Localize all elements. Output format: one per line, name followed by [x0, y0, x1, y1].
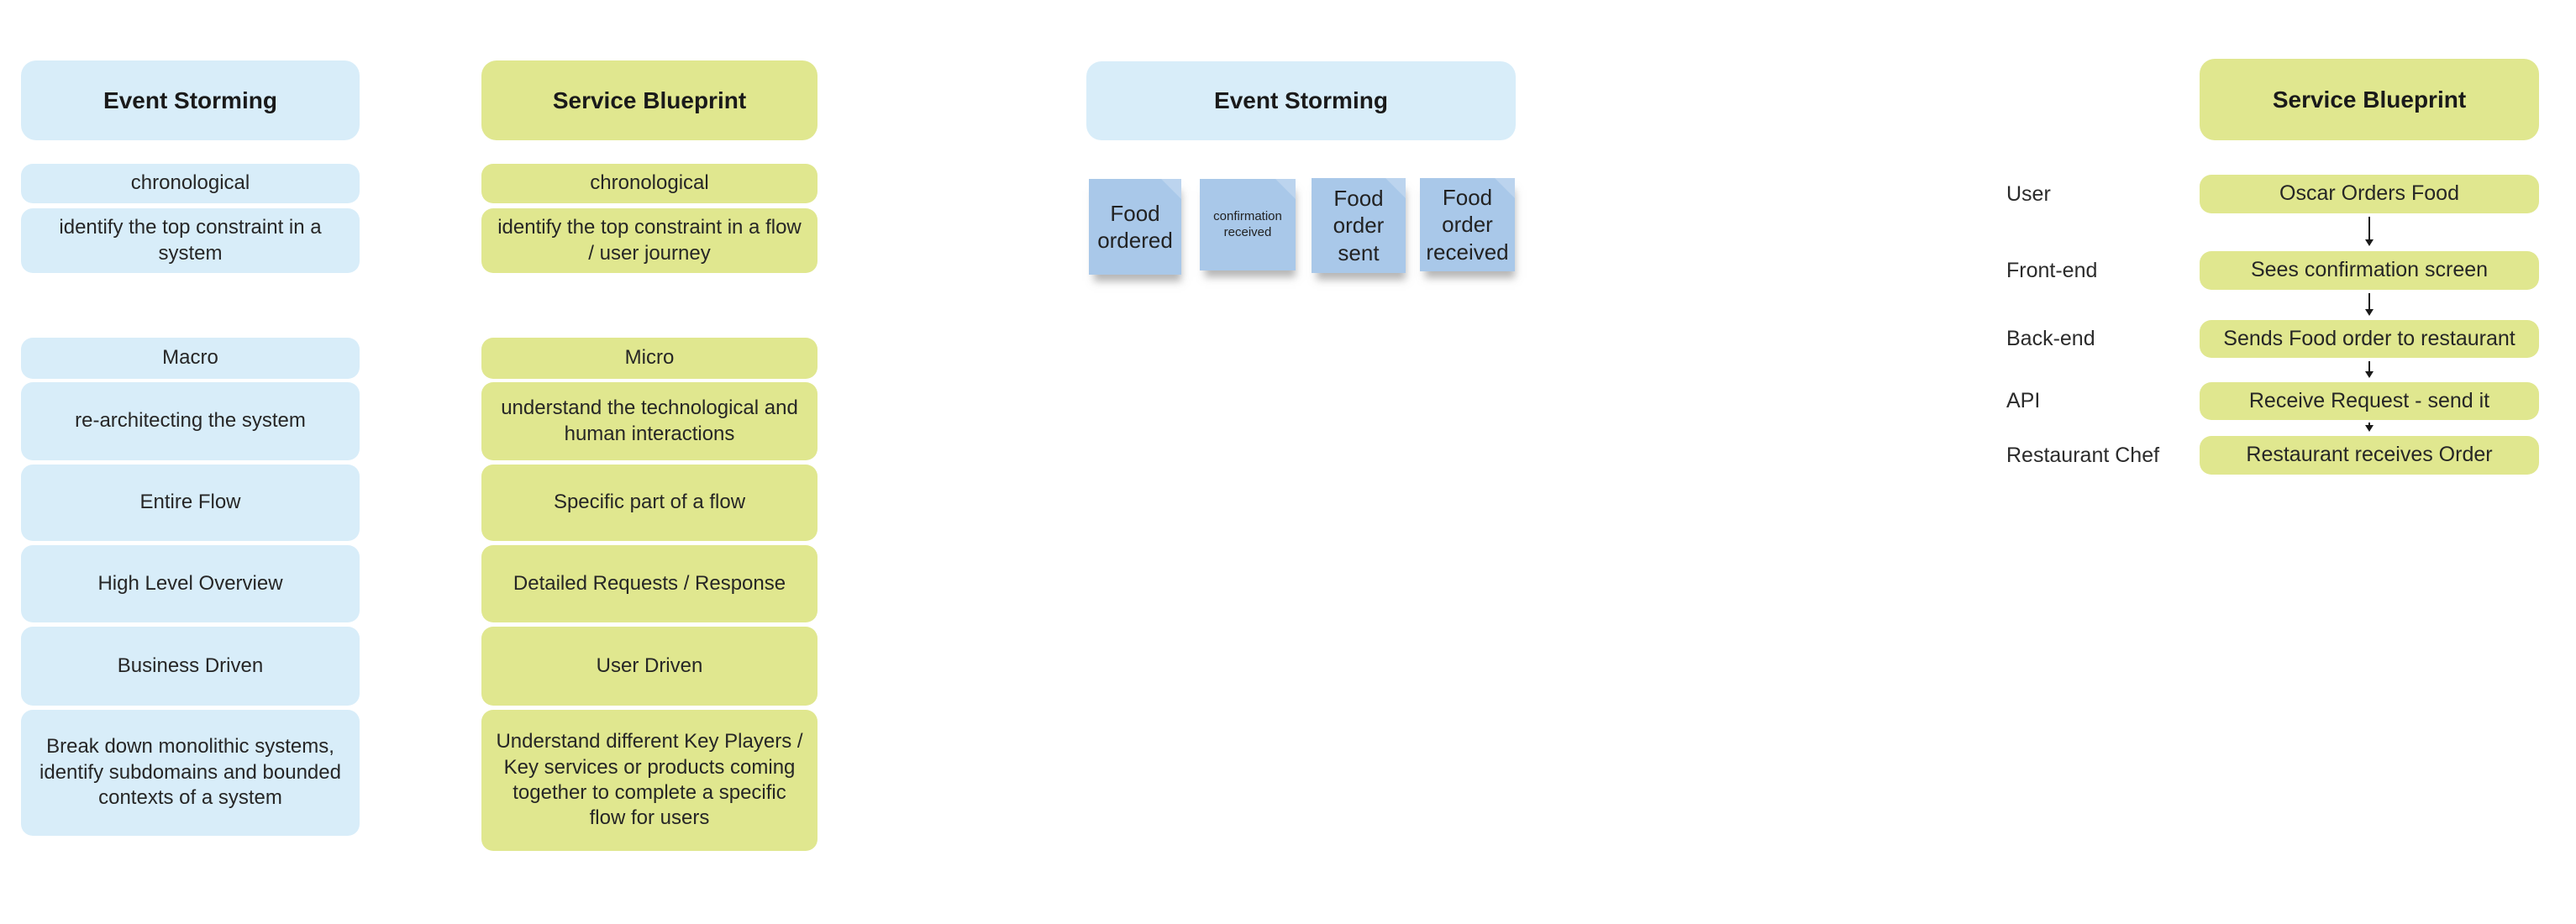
card-sb-micro[interactable]: Micro [481, 338, 817, 379]
arrow-down-2 [2368, 293, 2370, 313]
arrow-down-1 [2368, 217, 2370, 244]
card-sb-chronological[interactable]: chronological [481, 164, 817, 203]
label-front-end[interactable]: Front-end [2006, 258, 2098, 282]
step-oscar-orders-food[interactable]: Oscar Orders Food [2200, 175, 2539, 213]
label-api[interactable]: API [2006, 389, 2041, 412]
card-es-entire-flow[interactable]: Entire Flow [21, 465, 360, 541]
step-restaurant-receives-order[interactable]: Restaurant receives Order [2200, 436, 2539, 475]
card-es-business-driven[interactable]: Business Driven [21, 627, 360, 706]
card-es-chronological[interactable]: chronological [21, 164, 360, 203]
card-sb-specific-part-flow[interactable]: Specific part of a flow [481, 465, 817, 541]
sticky-note-food-order-sent[interactable]: Food order sent [1312, 178, 1406, 273]
label-user[interactable]: User [2006, 181, 2051, 206]
card-event-storming-header[interactable]: Event Storming [21, 60, 360, 140]
card-es-break-down-monolithic[interactable]: Break down monolithic systems, identify subdomains and bounded contexts of a system [21, 710, 360, 836]
card-sb-user-driven[interactable]: User Driven [481, 627, 817, 706]
card-es-re-architecting[interactable]: re-architecting the system [21, 382, 360, 460]
label-back-end[interactable]: Back-end [2006, 327, 2095, 350]
label-restaurant-chef[interactable]: Restaurant Chef [2006, 443, 2160, 467]
step-receive-request-send-it[interactable]: Receive Request - send it [2200, 382, 2539, 420]
card-event-storming-example-header[interactable]: Event Storming [1086, 61, 1516, 140]
step-sees-confirmation-screen[interactable]: Sees confirmation screen [2200, 251, 2539, 290]
card-sb-understand-key-players[interactable]: Understand different Key Players / Key services or products coming together to complete a specific flow for users [481, 710, 817, 851]
card-es-high-level-overview[interactable]: High Level Overview [21, 545, 360, 622]
card-service-blueprint-header[interactable]: Service Blueprint [481, 60, 817, 140]
sticky-note-confirmation-received[interactable]: confirmation received [1200, 179, 1296, 270]
arrow-down-3 [2368, 361, 2370, 375]
card-sb-understand-technological[interactable]: understand the technological and human interactions [481, 382, 817, 460]
card-sb-identify-top-constraint-flow[interactable]: identify the top constraint in a flow / user journey [481, 208, 817, 273]
card-es-identify-top-constraint-system[interactable]: identify the top constraint in a system [21, 208, 360, 273]
step-sends-food-order[interactable]: Sends Food order to restaurant [2200, 320, 2539, 358]
card-es-macro[interactable]: Macro [21, 338, 360, 379]
card-service-blueprint-example-header[interactable]: Service Blueprint [2200, 59, 2539, 140]
sticky-note-food-order-received[interactable]: Food order received [1420, 178, 1515, 271]
arrow-down-4 [2368, 423, 2370, 429]
card-sb-detailed-requests-response[interactable]: Detailed Requests / Response [481, 545, 817, 622]
sticky-note-food-ordered[interactable]: Food ordered [1089, 179, 1181, 275]
